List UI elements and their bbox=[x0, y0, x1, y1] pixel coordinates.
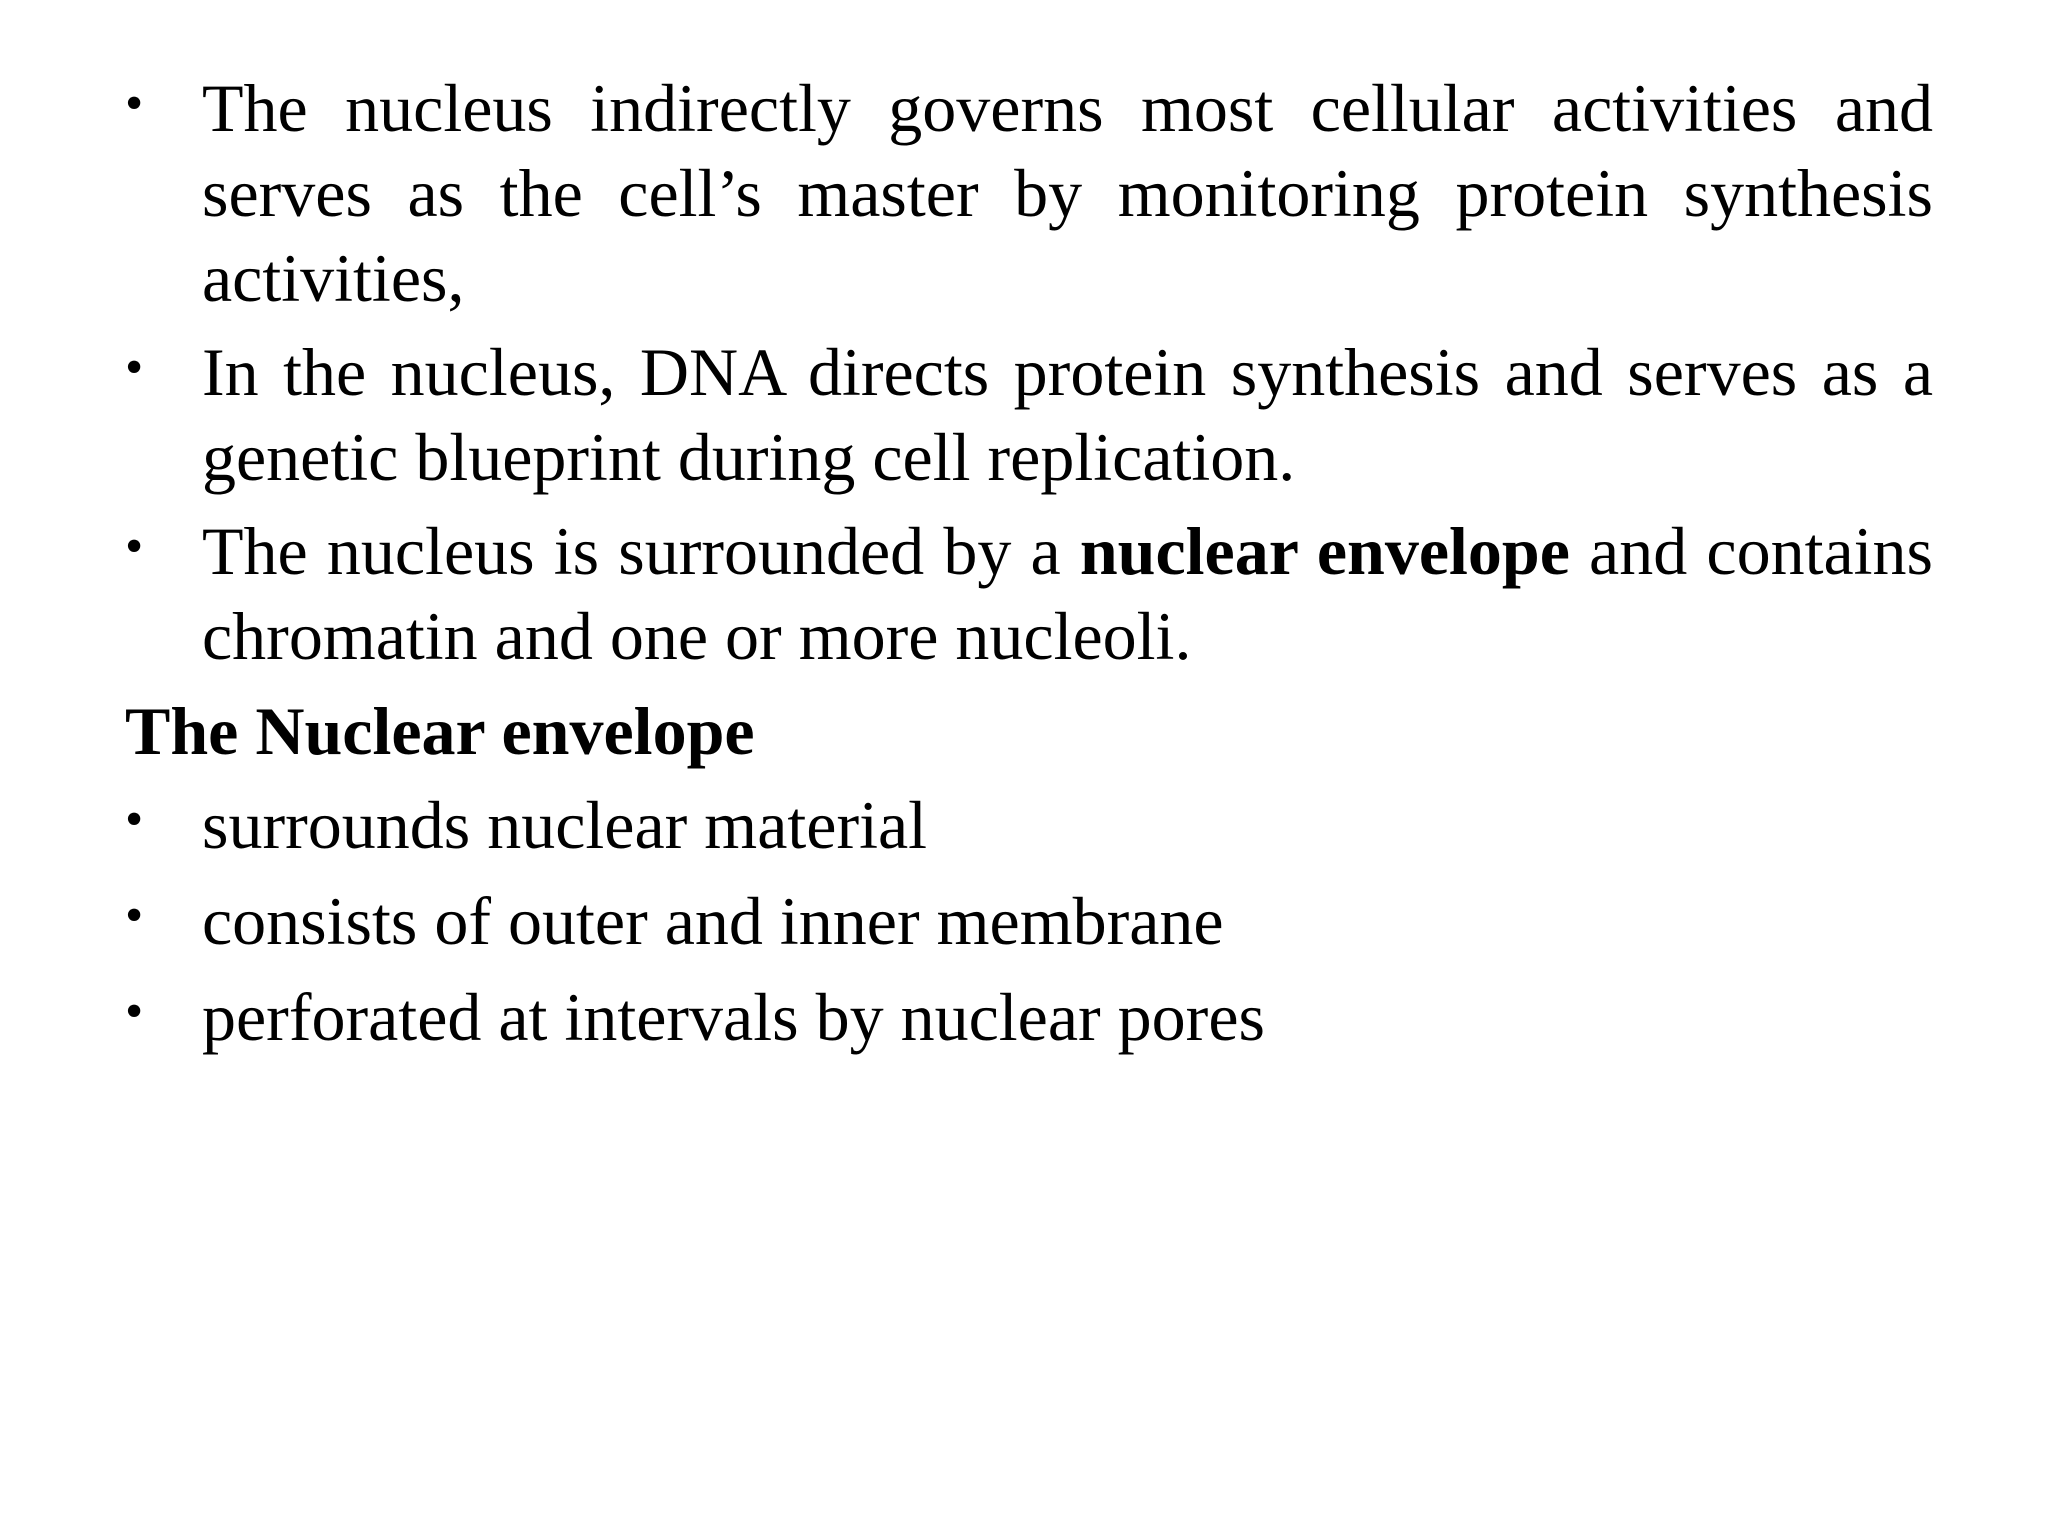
bullet-icon: • bbox=[125, 983, 144, 1040]
bullet-text: In the nucleus, DNA directs protein synthesis and serves as a genetic blueprint during cell replication. bbox=[202, 334, 1933, 495]
bullet-icon: • bbox=[125, 339, 144, 396]
list-item bbox=[125, 974, 1933, 1060]
bullet-icon: • bbox=[125, 75, 144, 132]
list-item bbox=[125, 782, 1933, 868]
bullet-text-end: and contains chromatin and one or more nucleoli. bbox=[202, 513, 1934, 674]
bullet-text: consists of outer and inner membrane bbox=[202, 883, 1224, 959]
envelope-bullet-list bbox=[125, 782, 1933, 1060]
bullet-icon: • bbox=[125, 518, 144, 575]
list-item bbox=[125, 509, 1933, 679]
intro-bullet-list bbox=[125, 66, 1933, 679]
bullet-text-emphasis: nuclear envelope bbox=[1079, 513, 1570, 589]
section-heading: The Nuclear envelope bbox=[125, 693, 755, 769]
bullet-text: perforated at intervals by nuclear pores bbox=[202, 979, 1265, 1055]
bullet-text-start: The nucleus is surrounded by a bbox=[202, 513, 1080, 589]
list-item bbox=[125, 66, 1933, 321]
bullet-text: The nucleus indirectly governs most cellular activities and serves as the cell’s master by monitoring protein synthesis activities, bbox=[202, 70, 1933, 316]
bullet-text: surrounds nuclear material bbox=[202, 787, 928, 863]
bullet-icon: • bbox=[125, 791, 144, 848]
list-item bbox=[125, 878, 1933, 964]
slide-content bbox=[125, 66, 1933, 1070]
list-item bbox=[125, 330, 1933, 500]
bullet-icon: • bbox=[125, 887, 144, 944]
